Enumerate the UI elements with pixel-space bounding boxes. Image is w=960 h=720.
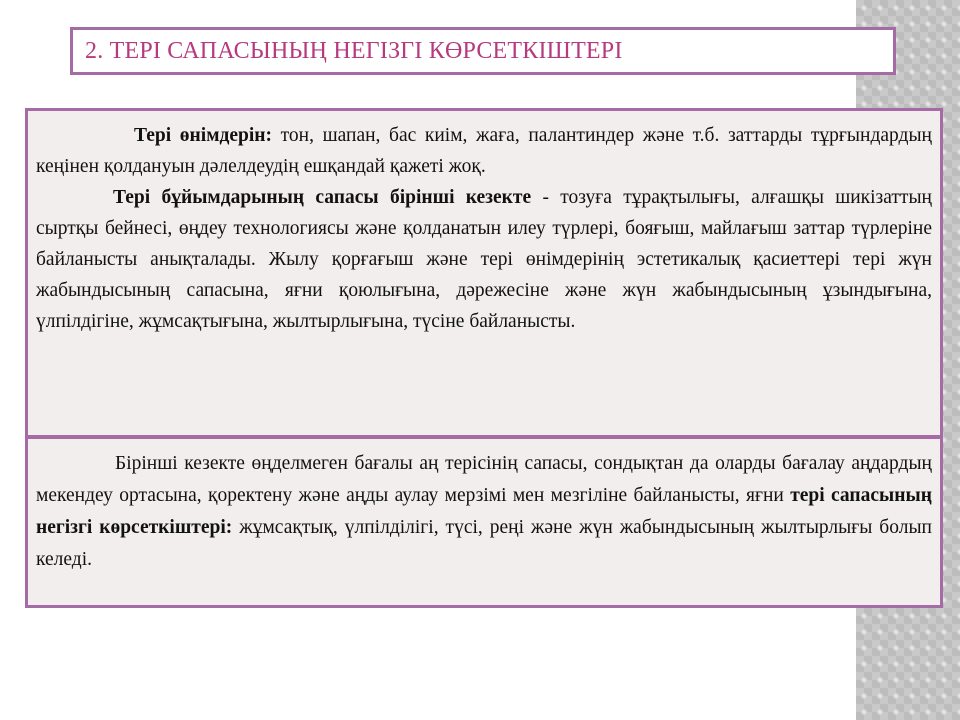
text-block-indicators [25, 436, 943, 608]
indicators-bold: тері сапасының негізгі көрсеткіштері: [36, 485, 932, 538]
quality-text: - тозуға тұрақтылығы, алғашқы шикізаттың сыртқы бейнесі, өңдеу технологиясы және қолданатын илеу түрлері, бояғыш, майлағыш заттар түрлеріне байланысты анықталады. Жылу қорғағыш және тері өнімдерінің эстетикалық қасиеттері тері жүн жабындысының сапасына, яғни қоюлығына, дәрежесіне және жүн жабындысының ұзындығына, үлпілдігіне, жұмсақтығына, жылтырлығына, түсіне байланысты. [36, 187, 932, 332]
slide-title: 2. ТЕРІ САПАСЫНЫҢ НЕГІЗГІ КӨРСЕТКІШТЕРІ [85, 37, 623, 64]
paragraph-quality [36, 182, 932, 337]
paragraph-indicators [36, 448, 932, 576]
indicators-text-after: жұмсақтық, үлпілділігі, түсі, реңі және жүн жабындысының жылтырлығы болып келеді. [36, 517, 932, 570]
quality-bold-lead: Тері бұйымдарының сапасы бірінші кезекте [113, 187, 532, 208]
indicators-text-before: Бірінші кезекте өңделмеген бағалы аң терісінің сапасы, сондықтан да оларды бағалау аңдардың мекендеу ортасына, қоректену және аңды аулау мерзімі мен мезгіліне байланысты, яғни [36, 453, 932, 506]
title-box [70, 27, 896, 75]
paragraph-products [36, 120, 932, 182]
text-block-products [25, 108, 943, 438]
products-text: тон, шапан, бас киім, жаға, палантиндер және т.б. заттарды тұрғындардың кеңінен қолдануын дәлелдеудің ешқандай қажеті жоқ. [36, 125, 932, 177]
products-bold-lead: Тері өнімдерін: [134, 125, 273, 146]
